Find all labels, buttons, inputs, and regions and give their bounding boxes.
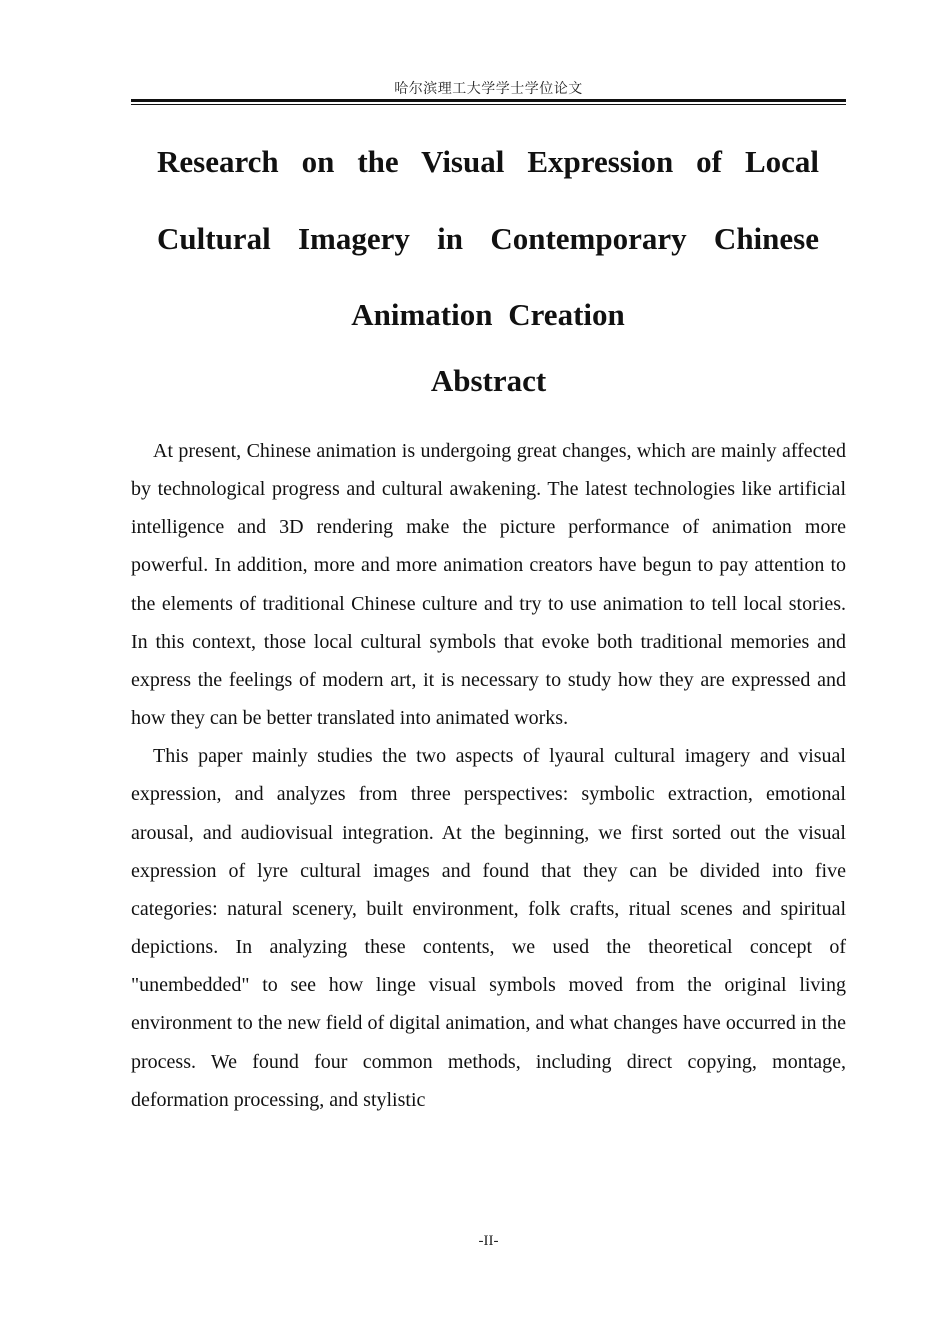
page-number: -II- <box>478 1233 499 1249</box>
header-rule-thick <box>131 99 846 102</box>
header-rule-thin <box>131 104 846 105</box>
abstract-paragraph-2: This paper mainly studies the two aspects of lyaural cultural imagery and visual expression, and analyzes from three perspectives: symbolic extraction, emotional arousal, and audiovisual integration. At the beginning, we first sorted out the visual expression of lyre cultural images and found that they can be divided into five categories: natural scenery, built environment, folk crafts, ritual scenes and spiritual depictions. In analyzing these contents, we used the theoretical concept of "unembedded" to see how linge visual symbols moved from the original living environment to the new field of digital animation, and what changes have occurred in the process. We found four common methods, including direct copying, montage, deformation processing, and stylistic <box>131 745 846 1111</box>
abstract-body <box>131 432 846 1119</box>
abstract-heading: Abstract <box>430 363 547 398</box>
page-header: 哈尔滨理工大学学士学位论文 <box>394 81 583 97</box>
thesis-title: Research on the Visual Expression of Local Cultural Imagery in Contemporary Chinese Animation Creation <box>157 144 819 332</box>
abstract-paragraph-1: At present, Chinese animation is undergoing great changes, which are mainly affected by technological progress and cultural awakening. The latest technologies like artificial intelligence and 3D rendering make the picture performance of animation more powerful. In addition, more and more animation creators have begun to pay attention to the elements of traditional Chinese culture and try to use animation to tell local stories. In this context, those local cultural symbols that evoke both traditional memories and express the feelings of modern art, it is necessary to study how they are expressed and how they can be better translated into animated works. <box>131 440 846 730</box>
